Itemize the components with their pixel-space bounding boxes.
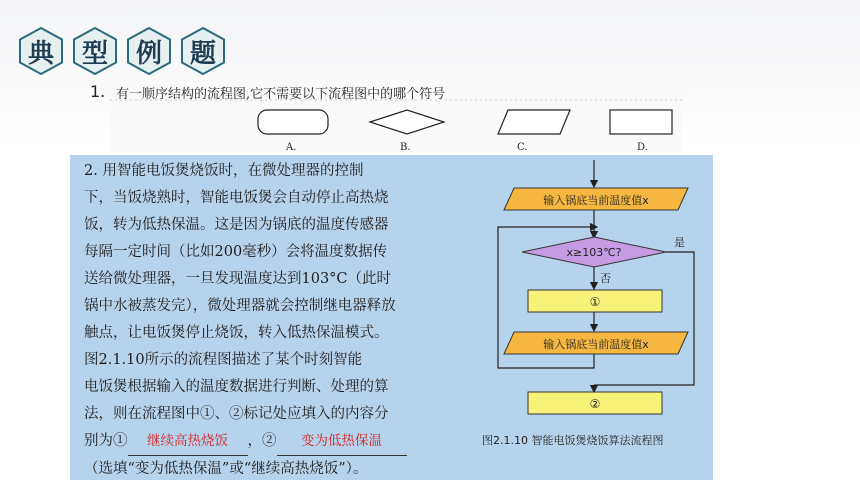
question-1-text: 有一顺序结构的流程图,它不需要以下流程图中的哪个符号 bbox=[116, 87, 446, 102]
title-hex-1 bbox=[16, 26, 66, 76]
flow-yes-label: 是 bbox=[674, 236, 685, 249]
q2-line: 电饭煲根据输入的温度数据进行判断、处理的算 bbox=[84, 379, 389, 395]
option-a-label: A. bbox=[286, 142, 297, 152]
q2-line: 图2.1.10所示的流程图描述了某个时刻智能 bbox=[84, 352, 363, 368]
option-b-label: B. bbox=[400, 142, 411, 152]
flowchart bbox=[482, 160, 712, 430]
io-symbol bbox=[498, 110, 570, 134]
answer-mid: ，② bbox=[247, 433, 277, 449]
flow-process-1-label: ① bbox=[589, 295, 601, 309]
q2-line: 法，则在流程图中①、②标记处应填入的内容分 bbox=[84, 406, 389, 422]
title-char: 型 bbox=[81, 38, 108, 69]
flow-process-2-label: ② bbox=[589, 397, 601, 411]
q2-last-line: （选填“变为低热保温”或“继续高热烧饭”）。 bbox=[84, 461, 368, 477]
answer-blank-2[interactable] bbox=[277, 428, 407, 456]
section-title bbox=[16, 26, 228, 76]
terminal-symbol bbox=[258, 110, 328, 134]
question-1-symbols bbox=[110, 80, 682, 152]
title-hex-4 bbox=[178, 26, 228, 76]
q2-line: 下，当饭烧熟时，智能电饭煲会自动停止高热烧 bbox=[84, 190, 389, 206]
flowchart-caption: 图2.1.10 智能电饭煲烧饭算法流程图 bbox=[482, 434, 664, 447]
title-char: 题 bbox=[189, 38, 216, 69]
question-2-text bbox=[84, 158, 482, 483]
flow-input-1-label: 输入锅底当前温度值x bbox=[543, 194, 649, 207]
answer-line bbox=[84, 428, 482, 456]
title-char: 例 bbox=[135, 38, 162, 69]
title-hex-2 bbox=[70, 26, 120, 76]
question-1-number: 1. bbox=[90, 82, 106, 101]
flow-no-label: 否 bbox=[600, 272, 611, 285]
option-d-label: D. bbox=[637, 142, 648, 152]
question-2-panel bbox=[70, 155, 713, 480]
answer-blank-1[interactable] bbox=[128, 428, 248, 456]
flow-decision-label: x≥103℃? bbox=[566, 246, 622, 259]
flow-input-2-label: 输入锅底当前温度值x bbox=[543, 338, 649, 351]
q2-line: 饭，转为低热保温。这是因为锅底的温度传感器 bbox=[84, 217, 389, 233]
process-symbol bbox=[610, 110, 672, 134]
answer-1-text: 继续高热烧饭 bbox=[147, 433, 228, 449]
q2-line: 每隔一定时间（比如200毫秒）会将温度数据传 bbox=[84, 244, 388, 260]
title-char: 典 bbox=[27, 38, 54, 69]
title-hex-3 bbox=[124, 26, 174, 76]
q2-line: 送给微处理器，一旦发现温度达到103°C（此时 bbox=[84, 271, 392, 287]
answer-2-text: 变为低热保温 bbox=[301, 433, 382, 449]
decision-symbol bbox=[370, 110, 444, 134]
answer-prefix: 别为① bbox=[84, 433, 128, 449]
question-1-panel bbox=[110, 80, 682, 152]
option-c-label: C. bbox=[517, 142, 528, 152]
q2-line: 锅中水被蒸发完），微处理器就会控制继电器释放 bbox=[84, 298, 396, 314]
q2-line: 2. 用智能电饭煲烧饭时，在微处理器的控制 bbox=[84, 163, 364, 179]
q2-line: 触点，让电饭煲停止烧饭，转入低热保温模式。 bbox=[84, 325, 389, 341]
